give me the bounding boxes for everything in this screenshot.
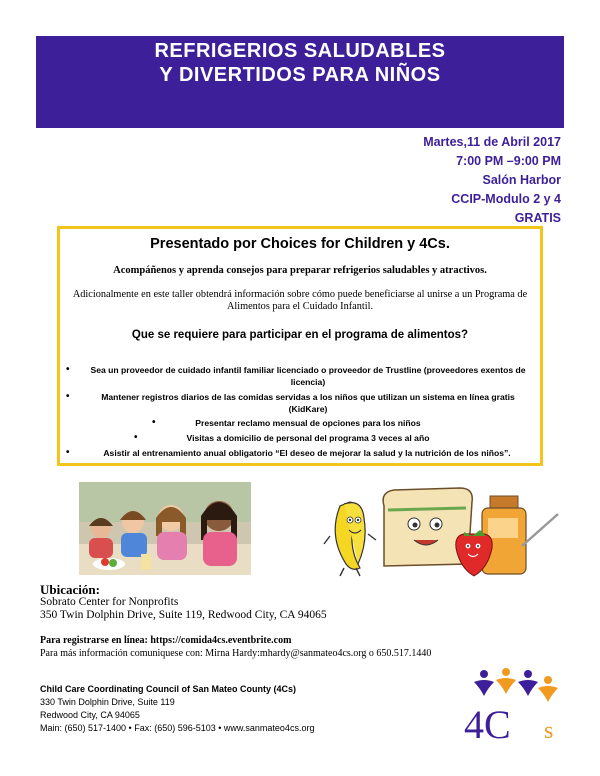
requirement-text: Mantener registros diarios de las comidas servidas a los niños que utilizan un sistema en línea gratis (KidKare)	[101, 392, 515, 414]
requirement-item	[66, 417, 538, 429]
banner-title-line-2: Y DIVERTIDOS PARA NIÑOS	[159, 64, 441, 86]
box-title: Presentado por Choices for Children y 4Cs.	[150, 236, 450, 252]
location-venue: Sobrato Center for Nonprofits	[40, 596, 179, 608]
requirement-text: Visitas a domicilio de personal del programa 3 veces al año	[186, 433, 430, 443]
bullet-icon: •	[66, 391, 70, 402]
requirement-item	[66, 391, 538, 415]
children-eating-photo	[79, 482, 251, 575]
requirement-text: Presentar reclamo mensual de opciones para los niños	[195, 418, 421, 428]
footer-street: 330 Twin Dolphin Drive, Suite 119	[40, 697, 175, 707]
event-price: GRATIS	[514, 211, 561, 225]
location-heading: Ubicación:	[40, 582, 100, 597]
location-address: 350 Twin Dolphin Drive, Suite 119, Redwood City, CA 94065	[40, 609, 327, 621]
requirement-text: Asistir al entrenamiento anual obligatorio “El deseo de mejorar la salud y la nutrición de los niños”.	[103, 448, 511, 458]
event-date: Martes,11 de Abril 2017	[423, 135, 561, 149]
event-module: CCIP-Modulo 2 y 4	[451, 192, 561, 206]
footer-city: Redwood City, CA 94065	[40, 710, 140, 720]
footer-contact: Main: (650) 517-1400 • Fax: (650) 596-5103 • www.sanmateo4cs.org	[40, 723, 315, 733]
footer-org: Child Care Coordinating Council of San Mateo County (4Cs)	[40, 684, 297, 694]
box-subtitle: Acompáñenos y aprenda consejos para preparar refrigerios saludables y atractivos.	[113, 265, 487, 276]
4cs-logo-icon	[462, 666, 562, 746]
bullet-icon: •	[66, 447, 70, 458]
food-cartoon-illustration	[322, 476, 562, 580]
logo-suffix: s	[544, 718, 554, 744]
event-details	[423, 133, 561, 228]
requirement-item	[66, 432, 538, 444]
bullet-icon: •	[152, 417, 156, 428]
bullet-icon: •	[134, 432, 138, 443]
requirement-item	[66, 364, 538, 388]
requirement-text: Sea un proveedor de cuidado infantil familiar licenciado o proveedor de Trustline (proveedores exentos de licencia)	[90, 365, 526, 387]
requirements-list	[66, 364, 538, 462]
logo-text: 4C	[464, 702, 511, 746]
footer	[40, 683, 314, 735]
box-question: Que se requiere para participar en el programa de alimentos?	[131, 329, 469, 341]
event-place: Salón Harbor	[482, 173, 561, 187]
location-section	[40, 583, 327, 622]
banner-title-line-1: REFRIGERIOS SALUDABLES	[154, 40, 446, 62]
registration-online[interactable]: Para registrarse en línea: https://comida4cs.eventbrite.com	[40, 635, 292, 646]
event-time: 7:00 PM –9:00 PM	[456, 154, 561, 168]
registration-info: Para más información comuniquese con: Mirna Hardy:mhardy@sanmateo4cs.org o 650.517.1440	[40, 648, 432, 659]
box-description: Adicionalmente en este taller obtendrá información sobre cómo puede beneficiarse al unirse a un Programa de Alimentos para el Cuidado Infantil.	[72, 289, 528, 312]
registration-section	[40, 634, 431, 660]
requirement-item	[66, 447, 538, 459]
bullet-icon: •	[66, 364, 70, 375]
